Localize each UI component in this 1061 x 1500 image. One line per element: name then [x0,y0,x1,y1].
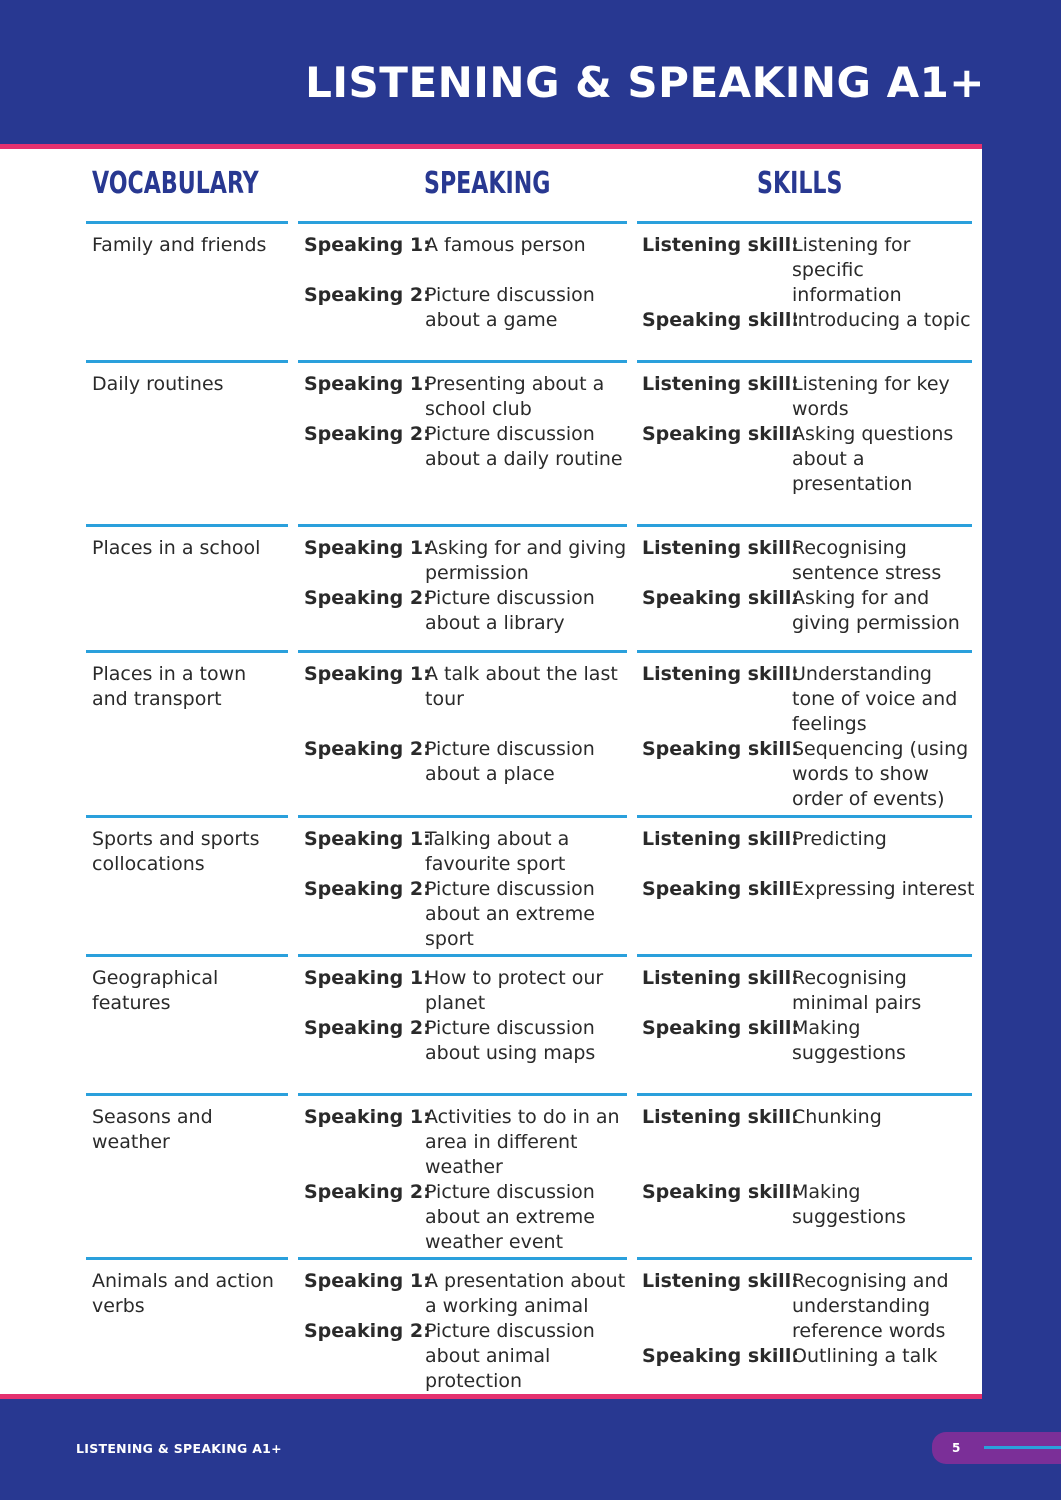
row-rule [86,524,288,527]
listening-skill-label: Listening skill: [642,234,799,256]
listening-skill-label: Listening skill: [642,967,799,989]
speaking-2-label: Speaking 2: [304,284,431,306]
speaking-2-label: Speaking 2: [304,1181,431,1203]
row-rule [86,815,288,818]
listening-skill [642,233,976,308]
speaking-1 [304,827,630,877]
speaking-2 [304,737,630,787]
vocabulary-cell: Places in a town and transport [92,663,247,710]
speaking-cell [304,372,630,472]
listening-skill [642,966,976,1016]
listening-skill-text: Understanding tone of voice and feelings [792,663,958,735]
speaking-cell [304,233,630,333]
row-rule [86,1257,288,1260]
speaking-skill [642,1016,976,1066]
column-header-speaking: SPEAKING [424,166,551,201]
listening-skill [642,536,976,586]
speaking-2-text: Picture discussion about a library [425,587,595,634]
vocabulary-cell: Sports and sports collocations [92,828,260,875]
row-rule [298,221,627,224]
listening-skill-label: Listening skill: [642,537,799,559]
page-accent-line [984,1446,1061,1449]
listening-skill-label: Listening skill: [642,373,799,395]
speaking-2-text: Picture discussion about a game [425,284,595,331]
speaking-2-label: Speaking 2: [304,878,431,900]
row-rule [637,221,972,224]
speaking-2 [304,877,630,952]
speaking-1-text: Talking about a favourite sport [425,828,570,875]
speaking-1-label: Speaking 1: [304,373,431,395]
speaking-1 [304,372,630,422]
speaking-1-label: Speaking 1: [304,1270,431,1292]
row-rule [86,650,288,653]
speaking-2-label: Speaking 2: [304,587,431,609]
listening-skill-text: Recognising and understanding reference words [792,1270,949,1342]
row-rule [637,1093,972,1096]
row-rule [298,650,627,653]
speaking-1-text: Activities to do in an area in different weather [425,1106,620,1178]
speaking-2-label: Speaking 2: [304,738,431,760]
listening-skill [642,1105,976,1130]
speaking-1-text: Presenting about a school club [425,373,605,420]
speaking-skill-label: Speaking skill: [642,1181,799,1203]
row-rule [298,1093,627,1096]
row-rule [637,1257,972,1260]
speaking-cell [304,1105,630,1255]
speaking-2-label: Speaking 2: [304,1320,431,1342]
page-number: 5 [952,1441,961,1455]
speaking-skill [642,586,976,636]
speaking-cell [304,966,630,1066]
speaking-1 [304,233,630,258]
row-rule [298,815,627,818]
speaking-2 [304,586,630,636]
row-rule [637,815,972,818]
listening-skill-label: Listening skill: [642,1270,799,1292]
listening-skill-text: Recognising sentence stress [792,537,942,584]
row-rule [86,1093,288,1096]
speaking-1-text: A talk about the last tour [425,663,618,710]
speaking-1-label: Speaking 1: [304,663,431,685]
speaking-1-text: How to protect our planet [425,967,604,1014]
speaking-2-text: Picture discussion about animal protection [425,1320,595,1392]
vocabulary-cell: Geographical features [92,967,219,1014]
speaking-1-text: A presentation about a working animal [425,1270,626,1317]
speaking-skill-label: Speaking skill: [642,1017,799,1039]
skills-cell [642,966,976,1066]
speaking-1 [304,966,630,1016]
speaking-skill-label: Speaking skill: [642,738,799,760]
speaking-1-label: Speaking 1: [304,234,431,256]
footer-title: LISTENING & SPEAKING A1+ [76,1441,282,1456]
listening-skill-text: Chunking [792,1106,882,1128]
speaking-2 [304,422,630,472]
skills-cell [642,536,976,636]
column-header-vocabulary: VOCABULARY [92,166,259,201]
speaking-cell [304,1269,630,1394]
row-rule [298,524,627,527]
speaking-1 [304,662,630,712]
row-rule [637,954,972,957]
speaking-skill-label: Speaking skill: [642,878,799,900]
speaking-skill-label: Speaking skill: [642,423,799,445]
speaking-1 [304,1105,630,1180]
speaking-skill-text: Expressing interest [792,878,975,900]
row-rule [298,1257,627,1260]
column-header-skills: SKILLS [757,166,843,201]
row-rule [637,524,972,527]
speaking-2 [304,1180,630,1255]
vocabulary-cell: Places in a school [92,537,261,559]
speaking-cell [304,827,630,952]
speaking-skill [642,877,976,902]
speaking-skill [642,422,976,497]
speaking-skill-text: Outlining a talk [792,1345,938,1367]
listening-skill-text: Predicting [792,828,887,850]
speaking-2 [304,283,630,333]
speaking-1 [304,1269,630,1319]
vocabulary-cell: Animals and action verbs [92,1270,274,1317]
skills-cell [642,662,976,812]
listening-skill-text: Listening for key words [792,373,950,420]
speaking-2-text: Picture discussion about a daily routine [425,423,623,470]
speaking-skill-text: Asking questions about a presentation [792,423,954,495]
listening-skill [642,827,976,852]
speaking-2 [304,1016,630,1066]
speaking-2-text: Picture discussion about using maps [425,1017,596,1064]
speaking-cell [304,662,630,787]
bottom-divider [0,1394,982,1399]
vocabulary-cell: Daily routines [92,373,224,395]
speaking-skill-label: Speaking skill: [642,587,799,609]
row-rule [86,954,288,957]
row-rule [637,360,972,363]
skills-cell [642,1269,976,1369]
listening-skill-label: Listening skill: [642,663,799,685]
speaking-skill-label: Speaking skill: [642,1345,799,1367]
listening-skill [642,1269,976,1344]
speaking-skill-text: Introducing a topic [792,309,971,331]
listening-skill-label: Listening skill: [642,1106,799,1128]
speaking-cell [304,536,630,636]
speaking-skill-text: Making suggestions [792,1181,906,1228]
skills-cell [642,372,976,497]
speaking-1-label: Speaking 1: [304,537,431,559]
speaking-1 [304,536,630,586]
speaking-skill-text: Asking for and giving permission [792,587,960,634]
listening-skill-text: Listening for specific information [792,234,911,306]
speaking-2-label: Speaking 2: [304,423,431,445]
speaking-skill-text: Making suggestions [792,1017,906,1064]
speaking-2-text: Picture discussion about an extreme sport [425,878,595,950]
speaking-1-label: Speaking 1: [304,967,431,989]
vocabulary-cell: Family and friends [92,234,267,256]
skills-cell [642,827,976,902]
speaking-2-text: Picture discussion about an extreme weather event [425,1181,595,1253]
speaking-2-label: Speaking 2: [304,1017,431,1039]
speaking-skill-label: Speaking skill: [642,309,799,331]
listening-skill-label: Listening skill: [642,828,799,850]
listening-skill [642,372,976,422]
skills-cell [642,1105,976,1230]
page-title: LISTENING & SPEAKING A1+ [305,58,985,107]
speaking-2 [304,1319,630,1394]
listening-skill-text: Recognising minimal pairs [792,967,922,1014]
speaking-skill [642,737,976,812]
speaking-skill [642,308,976,333]
speaking-1-text: Asking for and giving permission [425,537,627,584]
listening-skill [642,662,976,737]
speaking-skill [642,1180,976,1230]
row-rule [298,954,627,957]
skills-cell [642,233,976,333]
speaking-skill [642,1344,976,1369]
speaking-1-text: A famous person [425,234,586,256]
vocabulary-cell: Seasons and weather [92,1106,213,1153]
speaking-1-label: Speaking 1: [304,828,431,850]
row-rule [637,650,972,653]
speaking-1-label: Speaking 1: [304,1106,431,1128]
speaking-skill-text: Sequencing (using words to show order of events) [792,738,969,810]
row-rule [86,221,288,224]
row-rule [298,360,627,363]
speaking-2-text: Picture discussion about a place [425,738,595,785]
row-rule [86,360,288,363]
